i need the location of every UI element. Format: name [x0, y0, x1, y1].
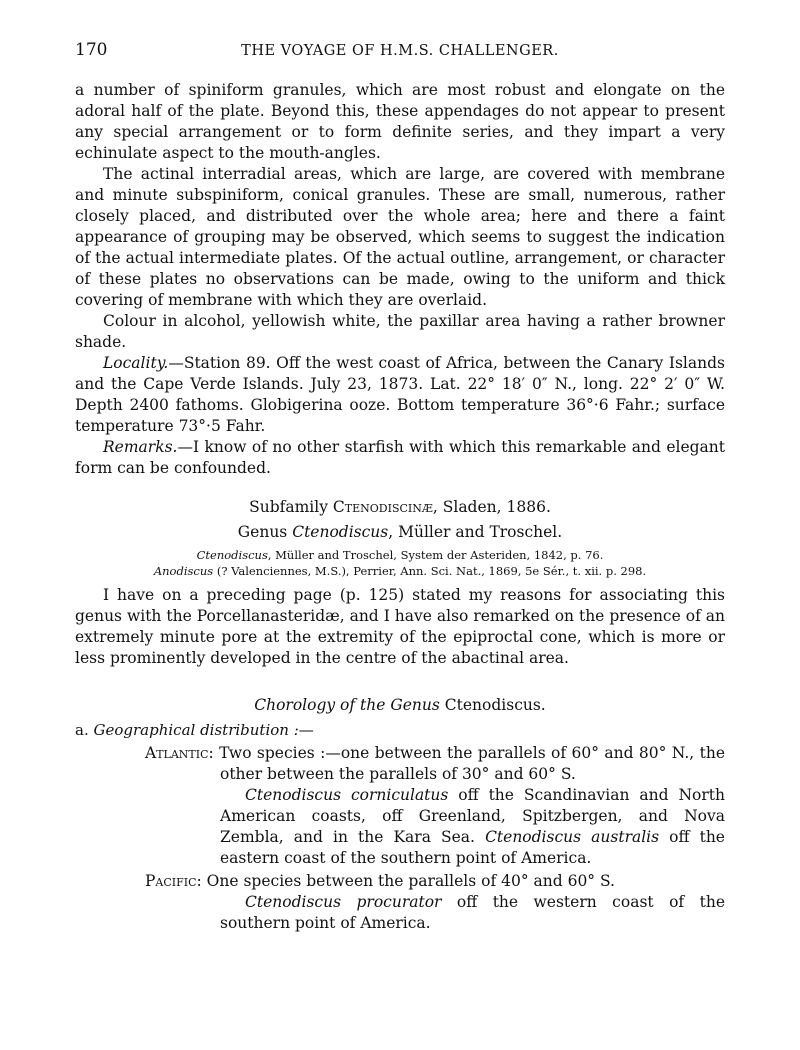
paragraph-actinal-areas: The actinal interradial areas, which are large, are covered with membrane and minute subspiniform, conical granules. These are small, numerous, rather closely placed, and distributed over the whole area; here and there a faint appearance of grouping may be observed, which seems to suggest the indication of the actual intermediate plates. Of the actual outline, arrangement, or character of these plates no observations can be made, owing to the uniform and thick covering of membrane with which they are overlaid.	[75, 165, 725, 309]
region-atlantic	[145, 743, 725, 785]
genus-name: Ctenodiscus	[292, 523, 389, 541]
atlantic-species-1-text: off the Scandinavian and North American coasts, off Greenland, Spitzbergen, and Nova Zembla, and in the Kara Sea.	[220, 786, 725, 846]
pacific-text: : One species between the parallels of 40° and 60° S.	[196, 872, 615, 890]
reference-1-name: Ctenodiscus	[196, 548, 268, 562]
pacific-label: Pacific	[145, 872, 197, 890]
subfamily-name: Ctenodiscinæ	[332, 498, 433, 516]
geo-marker: a.	[75, 721, 89, 739]
synonymy-references	[75, 547, 725, 579]
subfamily-prefix: Subfamily	[249, 498, 328, 516]
remarks-label: Remarks.	[103, 438, 178, 456]
atlantic-species	[220, 785, 725, 869]
paragraph-remarks	[75, 437, 725, 479]
subfamily-heading	[75, 497, 725, 518]
atlantic-label: Atlantic	[145, 744, 209, 762]
pacific-species-text: off the western coast of the southern point of America.	[220, 893, 725, 932]
geographical-distribution-heading	[75, 720, 725, 741]
geo-label: Geographical distribution :—	[93, 721, 314, 739]
atlantic-species-2-text: off the eastern coast of the southern point of America.	[220, 828, 725, 867]
locality-text: —Station 89. Off the west coast of Africa, between the Canary Islands and the Cape Verde Islands. July 23, 1873. Lat. 22° 18′ 0″ N., long. 22° 2′ 0″ W. Depth 2400 fathoms. Globigerina ooze. Bottom temperature 36°·6 Fahr.; surface temperature 73°·5 Fahr.	[75, 354, 725, 435]
chorology-title-name: Ctenodiscus.	[444, 696, 546, 714]
paragraph-genus-remarks: I have on a preceding page (p. 125) stated my reasons for associating this genus with the Porcellanasteridæ, and I have also remarked on the presence of an extremely minute pore at the extremity of the epiproctal cone, which is more or less prominently developed in the centre of the abactinal area.	[75, 586, 725, 667]
atlantic-species-1: Ctenodiscus corniculatus	[245, 786, 449, 804]
reference-2	[75, 563, 725, 579]
region-pacific	[145, 871, 725, 892]
atlantic-species-2: Ctenodiscus australis	[485, 828, 660, 846]
genus-heading	[75, 522, 725, 543]
chorology-title	[75, 695, 725, 716]
paragraph-colour: Colour in alcohol, yellowish white, the paxillar area having a rather browner shade.	[75, 312, 725, 351]
reference-1-text: , Müller and Troschel, System der Asteriden, 1842, p. 76.	[267, 548, 604, 562]
reference-1	[75, 547, 725, 563]
genus-prefix: Genus	[237, 523, 288, 541]
atlantic-text: : Two species :—one between the parallels of 60° and 80° N., the other between the parallels of 30° and 60° S.	[208, 744, 725, 783]
page-number: 170	[75, 40, 108, 60]
body-text	[75, 80, 725, 934]
subfamily-suffix: , Sladen, 1886.	[432, 498, 551, 516]
paragraph-locality	[75, 353, 725, 437]
reference-2-text: (? Valenciennes, M.S.), Perrier, Ann. Sci. Nat., 1869, 5e Sér., t. xii. p. 298.	[213, 564, 647, 578]
chorology-title-italic: Chorology of the Genus	[254, 696, 440, 714]
genus-suffix: , Müller and Troschel.	[388, 523, 563, 541]
running-title: THE VOYAGE OF H.M.S. CHALLENGER.	[241, 43, 559, 59]
pacific-species-name: Ctenodiscus procurator	[245, 893, 442, 911]
remarks-text: —I know of no other starfish with which this remarkable and elegant form can be confounded.	[75, 438, 725, 477]
running-head	[75, 40, 725, 64]
locality-label: Locality.	[103, 354, 169, 372]
reference-2-name: Anodiscus	[153, 564, 214, 578]
pacific-species	[220, 892, 725, 934]
paragraph-continued: a number of spiniform granules, which are most robust and elongate on the adoral half of the plate. Beyond this, these appendages do not appear to present any special arrangement or to form definite series, and they impart a very echinulate aspect to the mouth-angles.	[75, 81, 725, 162]
